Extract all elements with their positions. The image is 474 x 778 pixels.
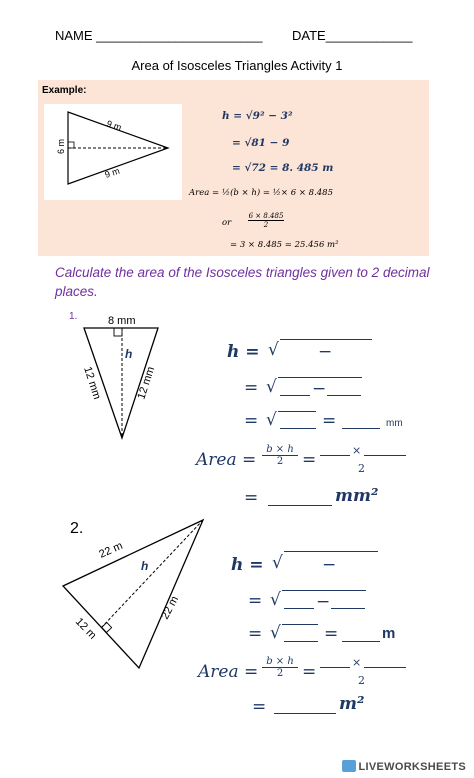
p1-eq-4: = xyxy=(302,450,317,470)
example-frac-num: 6 × 8.485 xyxy=(248,212,284,220)
liveworksheets-logo[interactable] xyxy=(342,760,467,773)
problem1-left-label: 12 mm xyxy=(81,365,103,401)
instruction-text: Calculate the area of the Isosceles triangles given to 2 decimal places. xyxy=(55,265,430,299)
problem1-base-label: 8 mm xyxy=(108,315,136,327)
brand-text: LIVEWORKSHEETS xyxy=(358,761,466,773)
p2-times: × xyxy=(352,656,362,669)
p1-frac-den: 2 xyxy=(276,456,284,467)
example-line-area3: = 3 × 8.485 = 25.456 m² xyxy=(230,240,339,250)
problem1-triangle xyxy=(70,312,180,442)
example-line-area1: Area = ½(b × h) = ½× 6 × 8.485 xyxy=(189,188,333,198)
date-field: DATE____________ xyxy=(292,28,413,43)
example-label: Example: xyxy=(42,85,87,96)
p2-final-unit: m² xyxy=(339,694,365,714)
p1-area-label: Area = xyxy=(196,450,257,470)
example-line-or: or xyxy=(222,218,232,228)
example-side-bottom: 9 m xyxy=(103,165,121,180)
p1-eq-3: = xyxy=(322,411,337,431)
p1-h-label: h = xyxy=(227,342,260,362)
p1-eq-1: = xyxy=(244,378,259,398)
p2-eq-3: = xyxy=(324,624,339,644)
p2-eq-1: = xyxy=(248,591,263,611)
p2-eq-2: = xyxy=(248,624,263,644)
problem2-height-label: h xyxy=(141,559,149,573)
liveworksheets-icon xyxy=(342,760,356,772)
p1-den2: 2 xyxy=(358,462,365,475)
problem2-right-label: 22 m xyxy=(159,594,182,622)
p2-frac-den: 2 xyxy=(276,668,284,679)
page-title: Area of Isosceles Triangles Activity 1 xyxy=(131,58,343,73)
example-triangle xyxy=(44,104,182,200)
p2-area-label: Area = xyxy=(198,662,259,682)
p1-final-unit: mm² xyxy=(335,486,379,506)
p1-frac-num: b × h xyxy=(262,444,298,456)
p1-eq-2: = xyxy=(244,411,259,431)
p2-minus-1: − xyxy=(322,555,337,575)
example-line-h3: = √72 = 8. 485 m xyxy=(232,162,334,174)
problem2-top-label: 22 m xyxy=(97,539,125,561)
example-line-h2: = √81 − 9 xyxy=(232,137,290,149)
example-side-top: 9 m xyxy=(105,118,123,133)
example-figure xyxy=(44,104,182,200)
p2-minus-2: − xyxy=(316,592,331,612)
example-base: 6 m xyxy=(56,138,66,154)
p1-minus-2: − xyxy=(312,379,327,399)
p2-unit-m: m xyxy=(382,625,396,642)
problem1-height-label: h xyxy=(125,347,133,361)
example-line-h1: h = √9² − 3² xyxy=(222,110,293,122)
problem1-number: 1. xyxy=(69,311,78,322)
p1-times: × xyxy=(352,444,362,457)
problem2-base-label: 12 m xyxy=(72,615,99,642)
p2-eq-5: = xyxy=(252,697,267,717)
problem2-number: 2. xyxy=(70,520,84,537)
p2-frac-num: b × h xyxy=(262,656,298,668)
problem2-triangle xyxy=(55,518,215,673)
p2-h-label: h = xyxy=(231,555,264,575)
p1-minus-1: − xyxy=(318,342,333,362)
p2-eq-4: = xyxy=(302,662,317,682)
problem1-right-label: 12 mm xyxy=(135,365,158,401)
name-field: NAME _______________________ xyxy=(55,28,263,43)
p1-unit-mm: mm xyxy=(386,418,403,429)
p1-eq-5: = xyxy=(244,488,259,508)
p2-den2: 2 xyxy=(358,674,365,687)
example-frac-den: 2 xyxy=(263,221,269,229)
